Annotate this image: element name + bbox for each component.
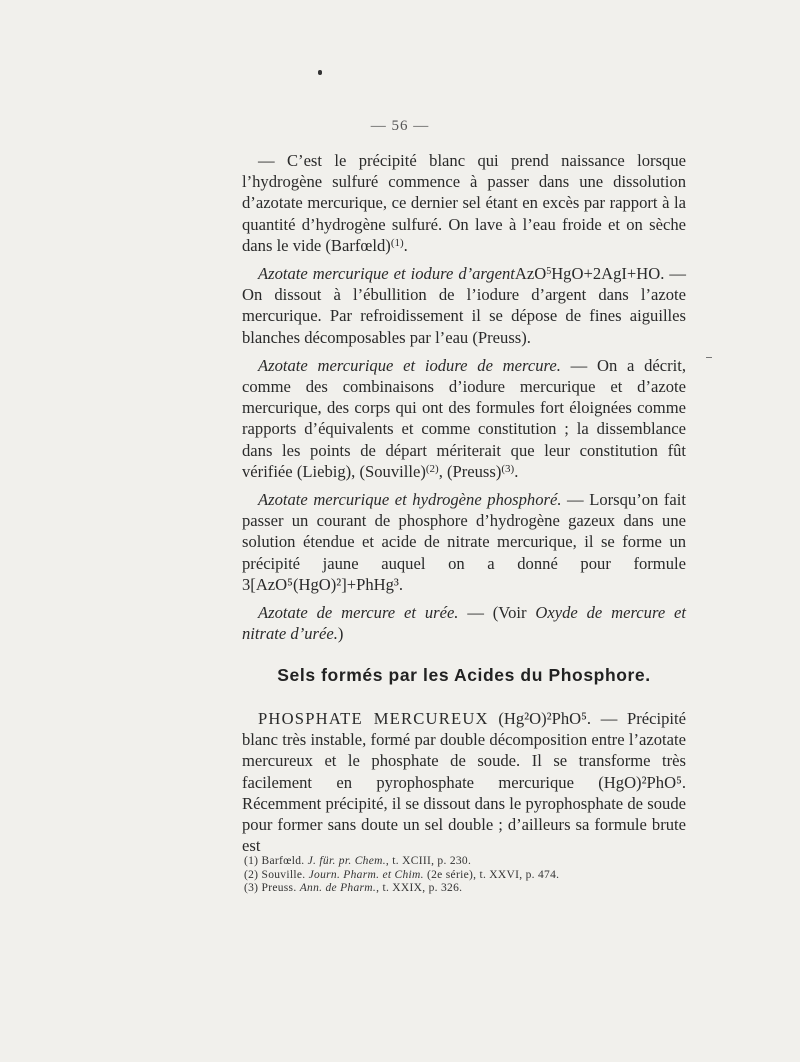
paragraph-1-end: .	[403, 235, 408, 255]
paragraph-4-title: Azotate mercurique et hydrogène phosphoré.	[258, 490, 562, 510]
footnote-details: , t. XXIX, p. 326.	[376, 882, 463, 895]
paragraph-1-text: — C’est le précipité blanc qui prend naissance lorsque l’hydrogène sulfuré commence à passer dans une dissolution d’azotate mercurique, ce dernier sel étant en excès par rapport à la quantité d’hydrogène sulfuré. On lave à l’eau froide et on sèche dans le vide (Barfœld)	[242, 151, 686, 255]
footnote-number: (3)	[244, 882, 259, 895]
footnote-source: Journ. Pharm. et Chim.	[308, 868, 424, 881]
section-formula: (Hg²O)²PhO⁵.	[498, 709, 592, 728]
footnote-number: (1)	[244, 855, 259, 867]
margin-mark	[706, 357, 712, 358]
paragraph-5-text: — (Voir	[467, 603, 527, 623]
section-body-text: — Précipité blanc très instable, formé par double décomposition entre l’azotate mercureux et le phosphate de soude. Il se transforme très facilement en pyrophosphate mercurique (HgO)²PhO⁵. Récemment précipité, il se dissout dans le pyrophosphate de soude pour former sans doute un sel double ; d’ailleurs sa formule brute est	[242, 709, 686, 856]
footnote-details: (2e série), t. XXVI, p. 474.	[423, 868, 560, 881]
paragraph-2	[242, 263, 686, 348]
footnote-details: , t. XCIII, p. 230.	[385, 855, 472, 867]
footnotes	[244, 855, 684, 896]
section-paragraph	[242, 708, 686, 856]
footnote-number: (2)	[244, 868, 259, 881]
paragraph-3-text: — On a décrit, comme des combinaisons d’iodure mercurique et d’azote mercurique, des corps qui ont des formules fort éloignées comme rapports d’équivalents et comme constitution ; la dissemblance dans les points de départ mériterait que leur constitution fût vérifiée (Liebig), (Souville)	[242, 355, 687, 481]
paragraph-4-text: — Lorsqu’on fait passer un courant de phosphore d’hydrogène gazeux dans une solution étendue et acide de nitrate mercurique, il se forme un précipité jaune auquel on a donné pour formule	[242, 490, 686, 573]
footnote-author: Barfœld.	[261, 855, 305, 867]
paragraph-5-title: Azotate de mercure et urée.	[258, 603, 459, 623]
paragraph-3-end: .	[514, 461, 519, 481]
footnote-source: J. für. pr. Chem.	[307, 855, 386, 867]
footnote-ref-2[interactable]: (2)	[425, 462, 439, 475]
ink-dot	[318, 70, 322, 75]
paragraph-3	[242, 355, 686, 482]
footnote-3	[244, 882, 684, 896]
paragraph-2-formula-sup: 5	[546, 266, 552, 278]
footnote-ref-1[interactable]: (1)	[390, 236, 404, 249]
footnote-ref-3[interactable]: (3)	[501, 462, 515, 475]
paragraph-5	[242, 602, 686, 644]
page-number: — 56 —	[370, 118, 430, 134]
section-text	[242, 708, 686, 856]
main-text	[242, 150, 686, 644]
section-heading: Sels formés par les Acides du Phosphore.	[277, 665, 651, 685]
footnote-1	[244, 855, 684, 869]
footnote-author: Preuss.	[261, 882, 297, 895]
paragraph-3-title: Azotate mercurique et iodure de mercure.	[258, 355, 561, 375]
section-title: PHOSPHATE MERCUREUX	[258, 709, 489, 728]
paragraph-3-mid: , (Preuss)	[438, 461, 502, 481]
paragraph-2-formula-b: HgO+2AgI+HO.	[551, 264, 665, 284]
footnote-2	[244, 869, 684, 883]
paragraph-4-formula: 3[AzO⁵(HgO)²]+PhHg³.	[242, 574, 404, 594]
paragraph-2-title: Azotate mercurique et iodure d’argent	[258, 264, 515, 284]
paragraph-5-reference: Oxyde de mercure et nitrate d’urée.	[242, 603, 686, 644]
footnote-author: Souville.	[261, 868, 306, 881]
paragraph-2-text: — On dissout à l’ébullition de l’iodure d’argent dans l’azote mercurique. Par refroidissement il se dépose de fines aiguilles blanches décomposables par l’eau (Preuss).	[242, 264, 686, 347]
paragraph-5-end: )	[337, 624, 344, 644]
paragraph-2-formula-a: AzO	[514, 264, 547, 284]
paragraph-1	[242, 150, 686, 256]
paragraph-4	[242, 489, 686, 595]
footnote-source: Ann. de Pharm.	[299, 882, 377, 895]
